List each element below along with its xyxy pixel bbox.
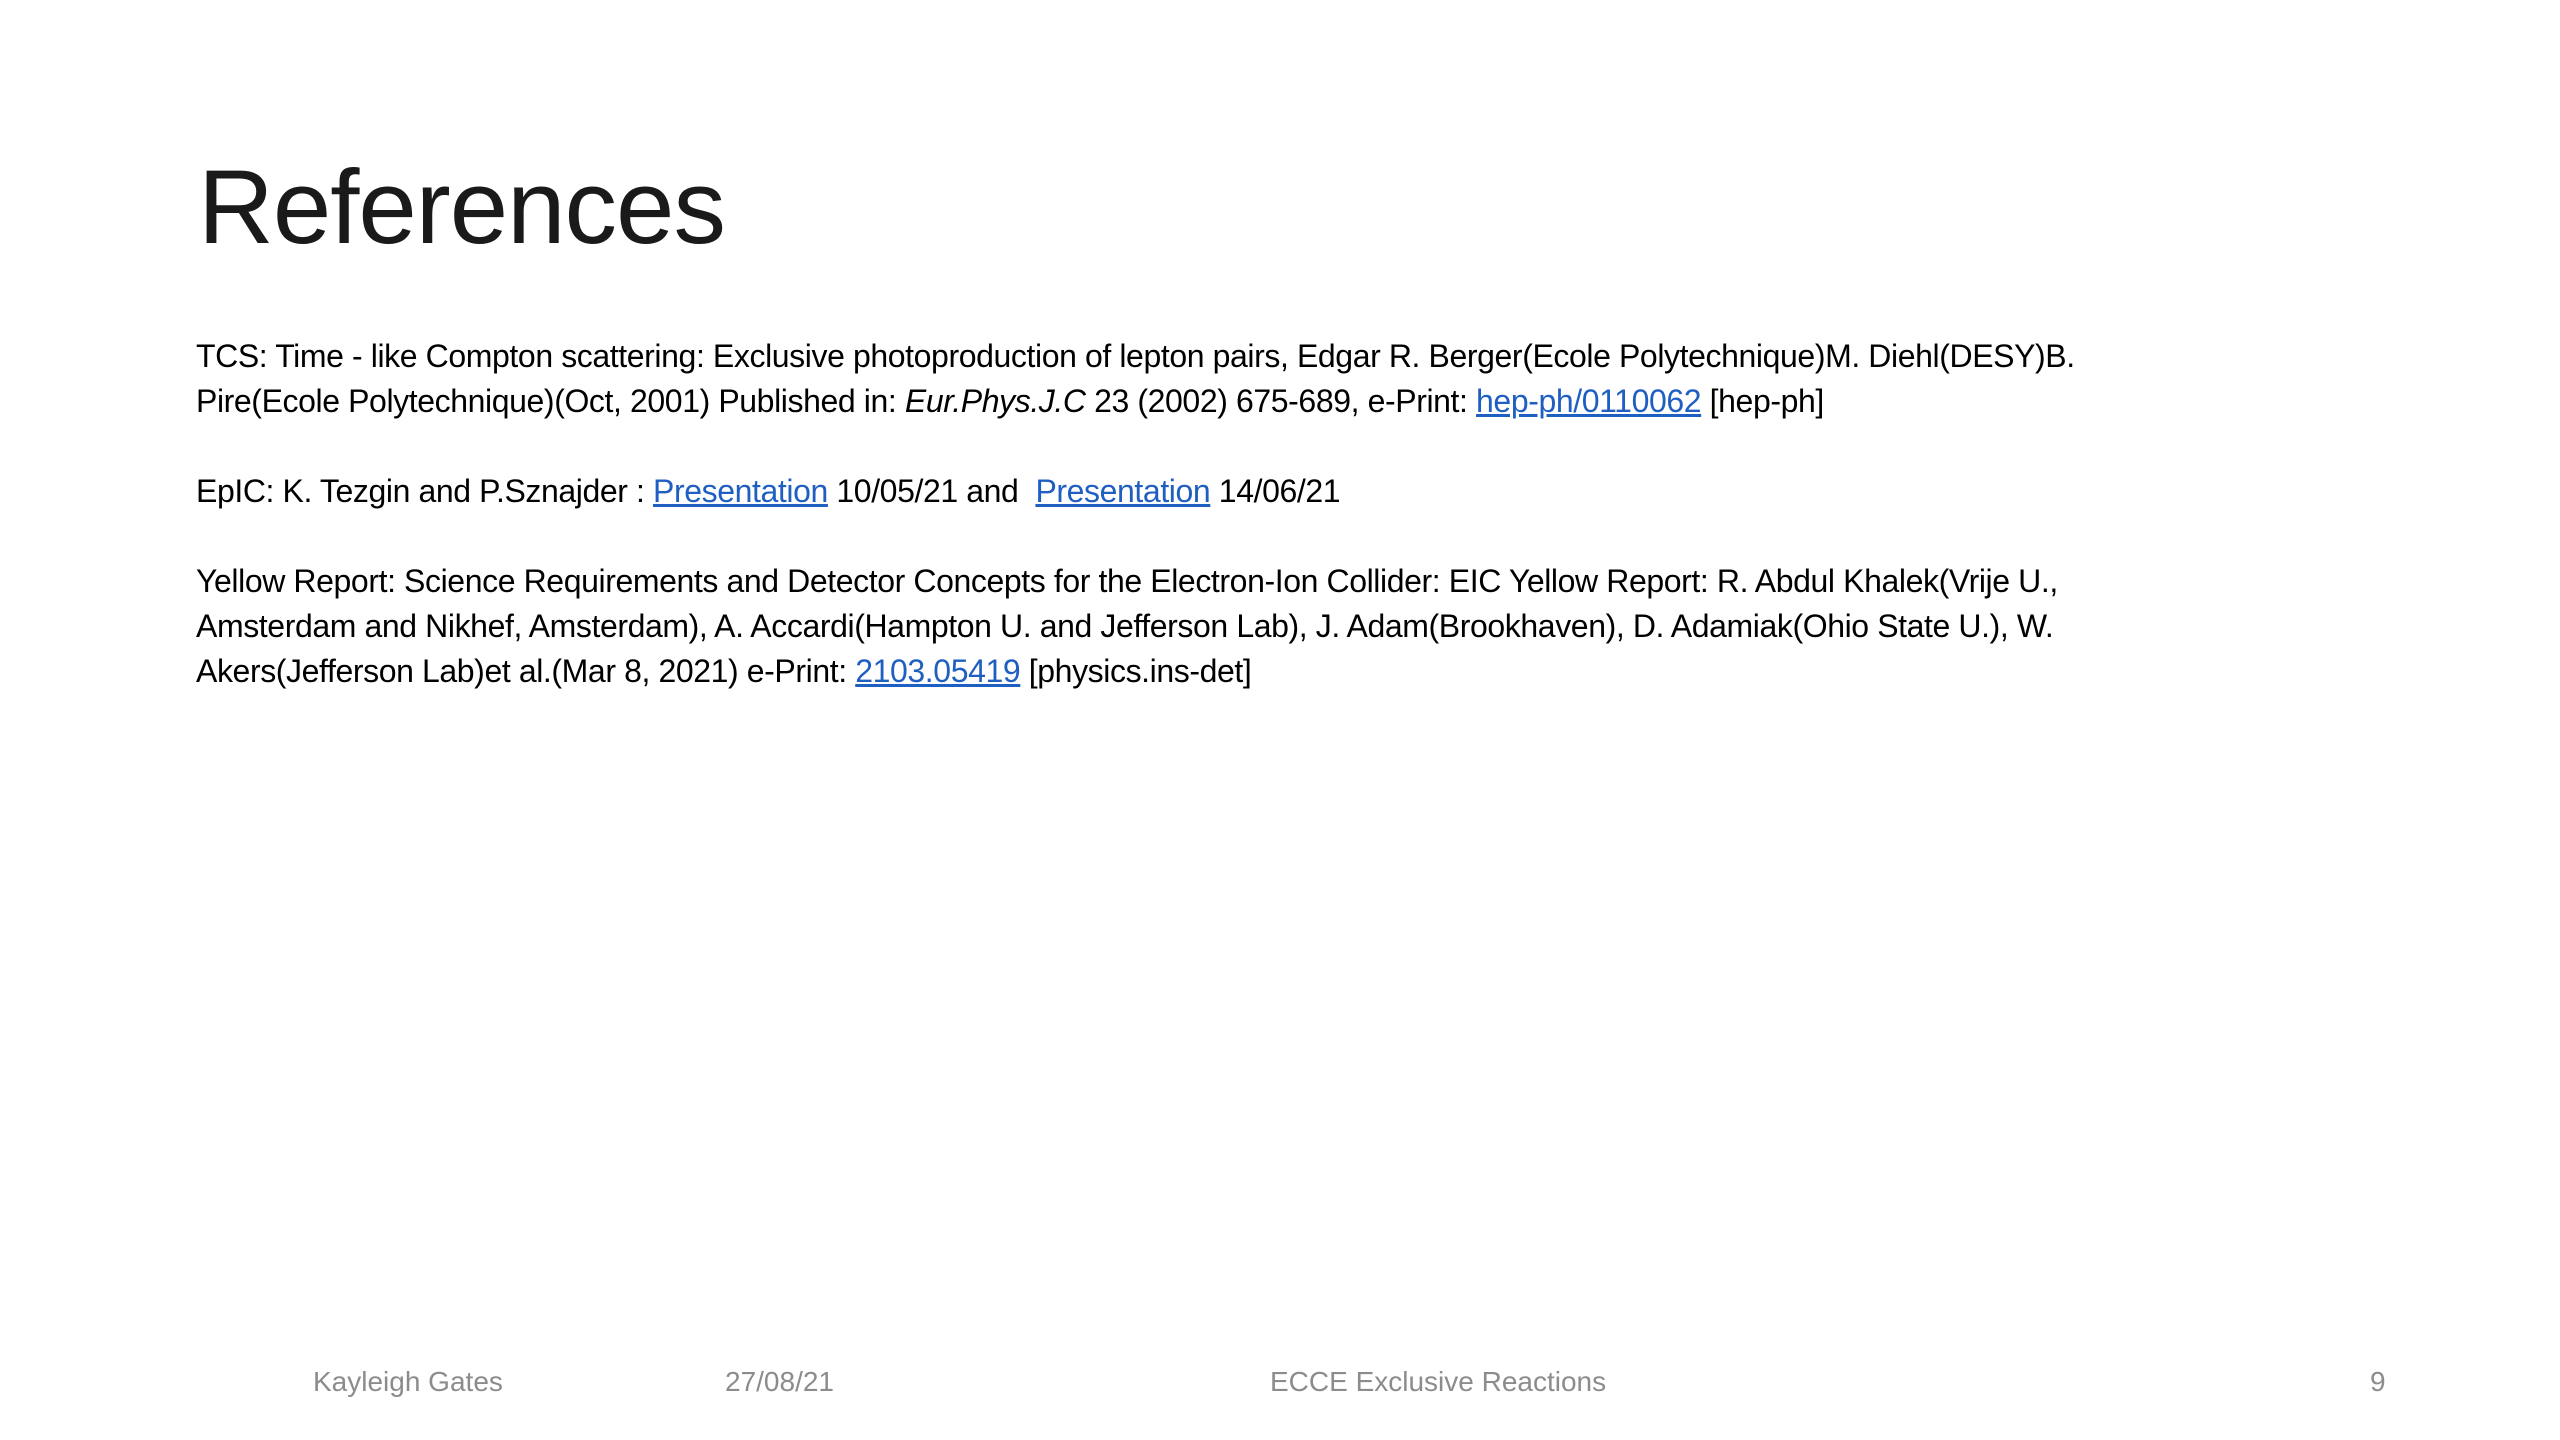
reference-text: Yellow Report: Science Requirements and Detector Concepts for the Electron-Ion Collider: EIC Yellow Report: R. Abdul Khalek(Vrije U., Amsterdam and Nikhef, Amsterdam), A. Accardi(Hampton U. and Jefferson Lab), J. Adam(Brookhaven), D. Adamiak(Ohio State U.), W. Akers(Jefferson Lab)et al.(Mar 8, 2021) e-Print: xyxy=(196,563,2058,689)
slide-title: References xyxy=(198,149,725,266)
presentation-link-1[interactable]: Presentation xyxy=(653,473,828,509)
reference-yellow-report xyxy=(196,559,2076,694)
footer-date: 27/08/21 xyxy=(725,1366,834,1397)
reference-epic xyxy=(196,469,2076,514)
reference-text: 10/05/21 and xyxy=(827,473,1036,509)
reference-text: TCS: Time - like Compton scattering: Exclusive photoproduction of lepton pairs, Edgar R. Berger(Ecole Polytechnique)M. Diehl(DESY)B. Pire(Ecole Polytechnique)(Oct, 2001) Published in: xyxy=(196,338,2075,419)
reference-text: 14/06/21 xyxy=(1210,473,1341,509)
reference-text: [physics.ins-det] xyxy=(1020,653,1252,689)
reference-tcs xyxy=(196,334,2076,424)
footer-author: Kayleigh Gates xyxy=(313,1366,503,1397)
eprint-link-hep-ph[interactable]: hep-ph/0110062 xyxy=(1476,383,1702,419)
reference-text: [hep-ph] xyxy=(1701,383,1824,419)
reference-text: 23 (2002) 675-689, e-Print: xyxy=(1085,383,1477,419)
footer-event: ECCE Exclusive Reactions xyxy=(1270,1366,1607,1397)
presentation-link-2[interactable]: Presentation xyxy=(1035,473,1211,509)
eprint-link-yellow-report[interactable]: 2103.05419 xyxy=(855,653,1021,689)
references-body xyxy=(196,334,2076,739)
journal-name: Eur.Phys.J.C xyxy=(904,383,1086,419)
reference-text: EpIC: K. Tezgin and P.Sznajder : xyxy=(196,473,654,509)
footer-page-number: 9 xyxy=(2370,1366,2386,1397)
